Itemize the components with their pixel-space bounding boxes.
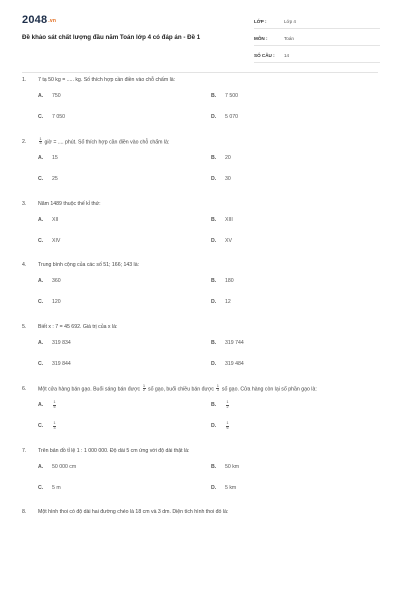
answer-option[interactable] <box>211 148 378 169</box>
option-letter: B. <box>211 402 217 409</box>
question-2 <box>22 138 378 190</box>
question-text-part: số gạo. Cửa hàng còn lại số phần gạo là: <box>221 386 317 393</box>
option-letter: A. <box>38 216 44 223</box>
question-number: 2. <box>22 138 27 145</box>
question-text <box>38 447 378 457</box>
question-3 <box>22 200 378 252</box>
question-number: 3. <box>22 200 27 207</box>
site-logo[interactable]: 2048.vn <box>22 14 57 26</box>
question-number: 4. <box>22 262 27 269</box>
fraction-numerator: 1 <box>226 421 229 426</box>
question-text-part: Một cửa hàng bán gạo. Buổi sáng bán được <box>38 386 141 393</box>
fraction-denominator: 3 <box>216 388 219 393</box>
option-text: 180 <box>225 278 234 285</box>
answer-option[interactable] <box>211 395 378 416</box>
question-4 <box>22 261 378 313</box>
question-text <box>38 323 378 333</box>
option-text: 750 <box>52 93 61 100</box>
answer-option[interactable] <box>211 416 378 437</box>
option-letter: A. <box>38 463 44 470</box>
fraction-numerator: 1 <box>53 421 56 426</box>
answer-option[interactable] <box>38 230 211 251</box>
meta-label: MÔN : <box>254 36 268 41</box>
fraction-numerator: 1 <box>39 136 42 141</box>
header-divider <box>22 72 378 73</box>
question-line <box>22 508 378 518</box>
answer-option[interactable] <box>211 107 378 128</box>
option-letter: D. <box>211 114 217 121</box>
meta-row-subject <box>254 32 380 46</box>
answer-option[interactable] <box>38 86 211 107</box>
question-text <box>38 76 378 86</box>
option-text: XV <box>225 237 232 244</box>
answer-option[interactable] <box>211 477 378 498</box>
option-letter: D. <box>211 237 217 244</box>
fraction-numerator: 1 <box>226 400 229 405</box>
meta-label: LỚP : <box>254 19 267 24</box>
option-letter: C. <box>38 423 44 430</box>
option-text: 7 500 <box>225 93 238 100</box>
fraction-numerator: 1 <box>143 383 146 388</box>
answer-option[interactable] <box>211 271 378 292</box>
option-text: XIII <box>225 216 233 223</box>
question-text <box>38 138 378 148</box>
fraction-denominator: 3 <box>39 141 42 146</box>
option-text: 360 <box>52 278 61 285</box>
answer-option[interactable] <box>211 333 378 354</box>
question-number: 1. <box>22 77 27 83</box>
answer-options <box>38 209 378 251</box>
answer-option[interactable] <box>38 477 211 498</box>
meta-value: 14 <box>284 53 290 58</box>
option-letter: C. <box>38 237 44 244</box>
option-text: 319 744 <box>225 340 244 347</box>
fraction <box>226 422 229 430</box>
question-8 <box>22 508 378 518</box>
fraction-denominator: 6 <box>226 425 229 430</box>
option-text: 20 <box>225 155 231 162</box>
answer-options <box>38 148 378 190</box>
question-line <box>22 323 378 333</box>
option-text: 50 km <box>225 463 240 470</box>
option-text: 7 050 <box>52 114 65 121</box>
option-letter: A. <box>38 278 44 285</box>
option-letter: B. <box>211 463 217 470</box>
question-text-part: 7 tạ 50 kg = ..... kg. Số thích hợp cần điền vào chỗ chấm là: <box>38 77 176 83</box>
option-text: 5 m <box>52 484 61 491</box>
answer-options <box>38 86 378 128</box>
answer-option[interactable] <box>38 107 211 128</box>
question-line <box>22 76 378 86</box>
fraction <box>143 385 146 393</box>
question-5 <box>22 323 378 375</box>
question-text-part: Một hình thoi có độ dài hai đường chéo là 18 cm và 3 dm. Diện tích hình thoi đó là: <box>38 509 229 516</box>
meta-label: SỐ CÂU : <box>254 53 275 58</box>
option-text: XII <box>52 216 59 223</box>
answer-option[interactable] <box>211 456 378 477</box>
fraction-numerator: 1 <box>53 400 56 405</box>
option-letter: B. <box>211 93 217 100</box>
option-letter: A. <box>38 340 44 347</box>
answer-option[interactable] <box>38 148 211 169</box>
fraction-denominator: 5 <box>53 404 56 409</box>
answer-options <box>38 333 378 375</box>
meta-value: Lớp 4 <box>284 19 296 24</box>
fraction <box>39 138 42 146</box>
question-line <box>22 200 378 210</box>
fraction <box>53 401 56 409</box>
option-letter: D. <box>211 361 217 368</box>
option-text: 50 000 cm <box>52 463 77 470</box>
option-letter: C. <box>38 299 44 306</box>
answer-option[interactable] <box>38 456 211 477</box>
question-text <box>38 200 378 210</box>
answer-option[interactable] <box>38 416 211 437</box>
question-text-part: Trung bình cộng của các số 51; 166; 143 là: <box>38 262 140 269</box>
option-text: 120 <box>52 299 61 306</box>
option-text: 30 <box>225 176 231 183</box>
option-letter: C. <box>38 361 44 368</box>
fraction-numerator: 1 <box>216 383 219 388</box>
question-list <box>22 76 378 528</box>
answer-option[interactable] <box>38 333 211 354</box>
option-text: 5 070 <box>225 114 238 121</box>
meta-row-class <box>254 15 380 29</box>
answer-option[interactable] <box>38 271 211 292</box>
option-text: 12 <box>225 299 231 306</box>
answer-options <box>38 271 378 313</box>
option-text: 15 <box>52 155 58 162</box>
option-text: 319 484 <box>225 361 244 368</box>
meta-info <box>254 15 380 66</box>
answer-option[interactable] <box>211 354 378 375</box>
question-line <box>22 447 378 457</box>
question-7 <box>22 447 378 499</box>
question-text <box>38 261 378 271</box>
option-letter: D. <box>211 299 217 306</box>
document-title: Đề khảo sát chất lượng đầu năm Toán lớp 4 có đáp án - Đề 1 <box>22 34 201 41</box>
option-text: XIV <box>52 237 61 244</box>
question-line <box>22 138 378 148</box>
option-letter: B. <box>211 340 217 347</box>
answer-option[interactable] <box>38 395 211 416</box>
question-line <box>22 261 378 271</box>
option-letter: B. <box>211 278 217 285</box>
question-text-part: giờ = .... phút. Số thích hợp cần điền vào chỗ chấm là: <box>44 139 170 146</box>
answer-option[interactable] <box>211 292 378 313</box>
fraction-denominator: 3 <box>53 425 56 430</box>
fraction <box>216 385 219 393</box>
question-line <box>22 385 378 395</box>
answer-options <box>38 395 378 437</box>
option-letter: D. <box>211 176 217 183</box>
fraction <box>53 422 56 430</box>
answer-option[interactable] <box>38 209 211 230</box>
option-letter: C. <box>38 114 44 121</box>
question-text-part: Năm 1489 thuộc thế kỉ thứ: <box>38 200 101 207</box>
answer-option[interactable] <box>38 169 211 190</box>
option-letter: A. <box>38 402 44 409</box>
option-letter: D. <box>211 423 217 430</box>
answer-options <box>38 456 378 498</box>
answer-option[interactable] <box>211 169 378 190</box>
answer-option[interactable] <box>38 292 211 313</box>
question-number: 5. <box>22 323 27 330</box>
option-letter: B. <box>211 155 217 162</box>
meta-value: Toán <box>284 36 294 41</box>
answer-option[interactable] <box>211 230 378 251</box>
option-letter: A. <box>38 155 44 162</box>
option-letter: C. <box>38 176 44 183</box>
question-text-part: số gạo, buổi chiều bán được <box>147 386 214 393</box>
option-text: 25 <box>52 176 58 183</box>
question-number: 7. <box>22 447 27 454</box>
answer-option[interactable] <box>38 354 211 375</box>
fraction-denominator: 2 <box>226 404 229 409</box>
question-1 <box>22 76 378 128</box>
worksheet-header <box>0 0 400 64</box>
option-text: 5 km <box>225 484 237 491</box>
answer-option[interactable] <box>211 209 378 230</box>
option-text: 319 844 <box>52 361 71 368</box>
answer-option[interactable] <box>211 86 378 107</box>
question-text <box>38 508 378 518</box>
meta-row-question-count <box>254 49 380 63</box>
fraction <box>226 401 229 409</box>
question-number: 6. <box>22 385 27 392</box>
question-6 <box>22 385 378 437</box>
question-number: 8. <box>22 509 27 516</box>
question-text-part: Biết x : 7 = 45 692. Giá trị của x là: <box>38 323 118 330</box>
option-letter: B. <box>211 216 217 223</box>
option-letter: C. <box>38 484 44 491</box>
option-text: 319 834 <box>52 340 71 347</box>
question-text-part: Trên bản đồ tỉ lệ 1 : 1 000 000. Độ dài 5 cm ứng với độ dài thật là: <box>38 447 190 454</box>
fraction-denominator: 2 <box>143 388 146 393</box>
option-letter: A. <box>38 93 44 100</box>
question-text <box>38 385 378 395</box>
option-letter: D. <box>211 484 217 491</box>
